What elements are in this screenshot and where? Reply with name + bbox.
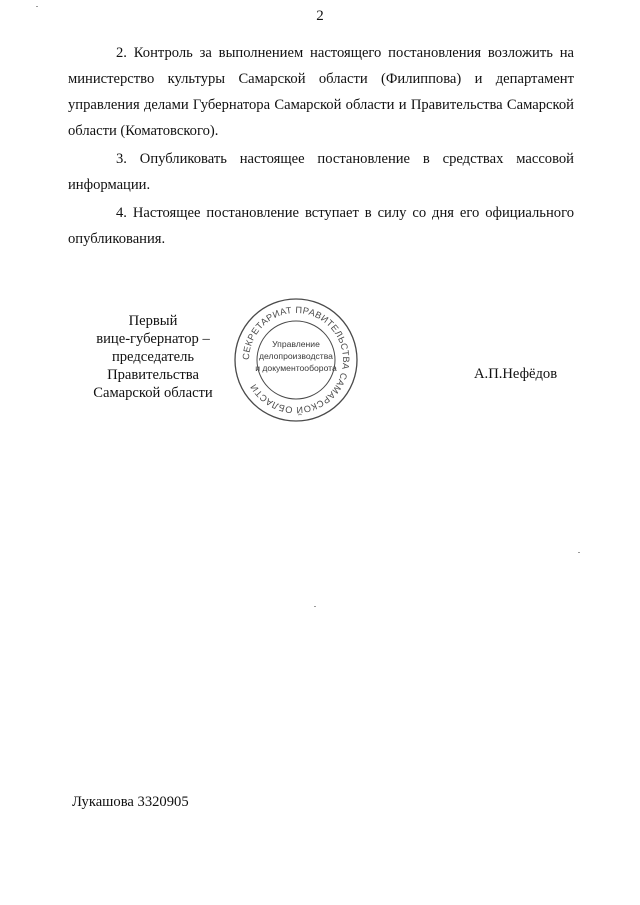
seal-center-line: Управление — [272, 339, 320, 349]
paragraph-publish: 3. Опубликовать настоящее постановление в средствах массовой информации. — [68, 151, 574, 193]
signatory-position-line: Самарской области — [93, 385, 213, 401]
seal-center-text — [254, 338, 338, 374]
official-seal — [232, 296, 360, 424]
executor-contact: Лукашова 3320905 — [72, 794, 189, 810]
signatory-position-line: Первый — [128, 313, 178, 329]
scan-speck — [36, 6, 38, 7]
scan-speck — [578, 552, 580, 553]
signatory-position-line: председатель Правительства — [107, 349, 199, 383]
seal-ring-text: СЕКРЕТАРИАТ ПРАВИТЕЛЬСТВА САМАРСКОЙ ОБЛАСТИ — [240, 304, 352, 416]
document-body — [68, 40, 574, 254]
scan-speck — [314, 606, 316, 607]
paragraph-effective: 4. Настоящее постановление вступает в силу со дня его официального опубликования. — [68, 205, 574, 247]
seal-center-line: делопроизводства — [259, 351, 333, 361]
signatory-name: А.П.Нефёдов — [474, 366, 558, 382]
seal-center-line: и документооборота — [255, 363, 337, 373]
page-number: 2 — [316, 8, 324, 24]
paragraph-control: 2. Контроль за выполнением настоящего постановления возложить на министерство культуры Самарской области (Филиппова) и департамент управления делами Губернатора Самарской области и Правительства Самарской области (Коматовского). — [68, 45, 574, 139]
signatory-position-line: вице-губернатор – — [96, 331, 210, 347]
signatory-position — [72, 312, 234, 402]
